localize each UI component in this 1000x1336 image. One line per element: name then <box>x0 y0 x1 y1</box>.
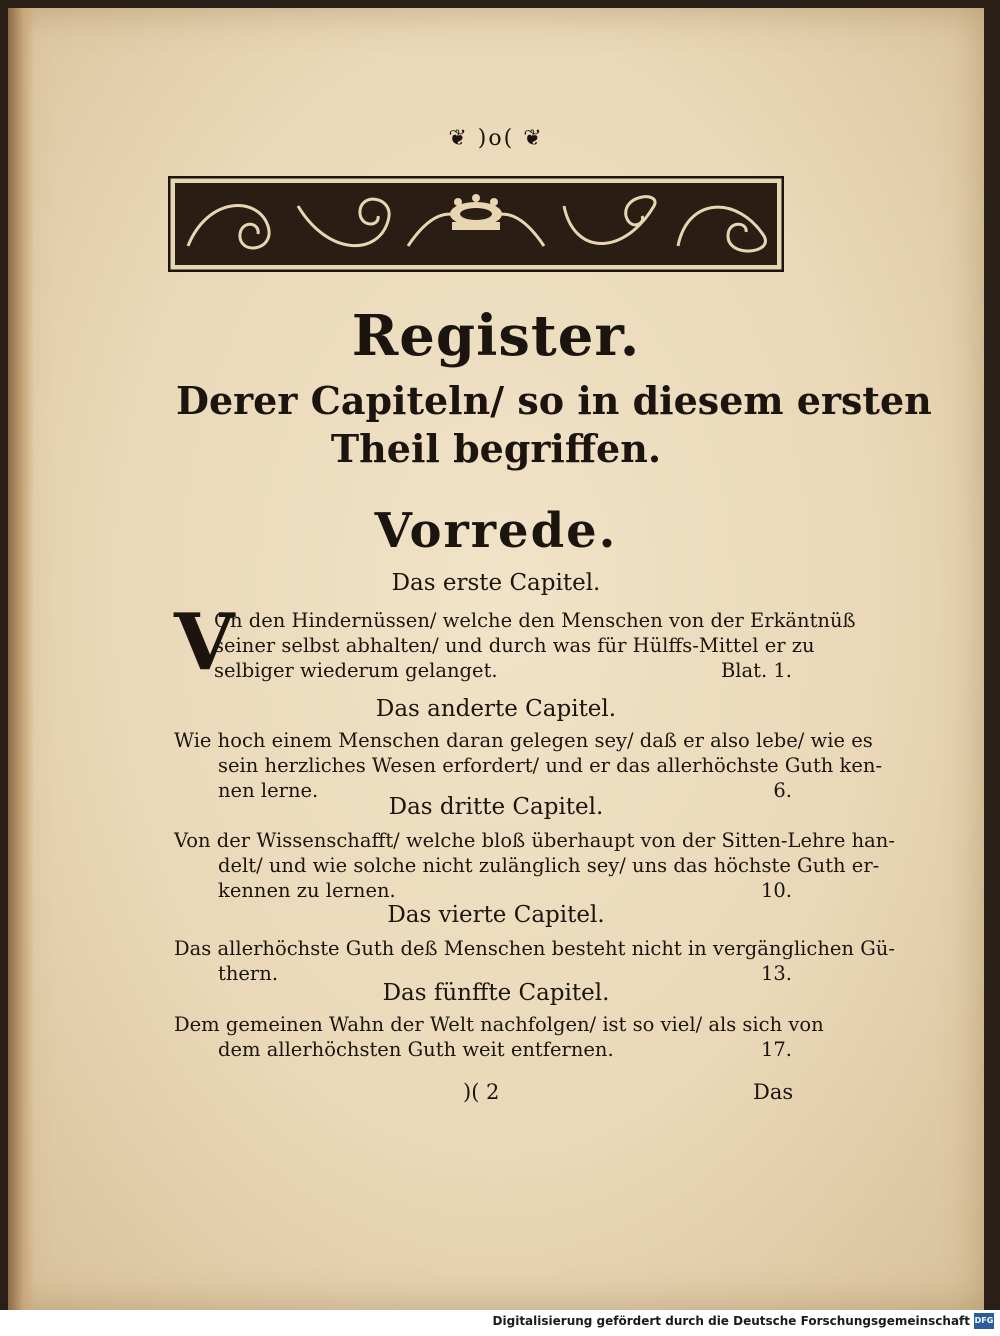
entry-line-text: nen lerne. <box>218 779 319 802</box>
chapter-heading: Das anderte Capitel. <box>375 696 617 722</box>
entry-line <box>214 658 792 683</box>
funding-credit: Digitalisierung gefördert durch die Deutsche Forschungsgemeinschaft <box>492 1314 970 1328</box>
entry-line <box>174 1037 792 1062</box>
chapter-heading: Das vierte Capitel. <box>387 902 605 928</box>
subtitle-line-2: Theil begriffen. <box>330 426 662 471</box>
preface-heading: Vorrede. <box>374 503 618 559</box>
ornamental-headpiece <box>168 176 784 272</box>
entry-line: On den Hindernüssen/ welche den Menschen von der Erkäntnüß <box>214 609 856 632</box>
entry-line: Wie hoch einem Menschen daran gelegen sey/ daß er also lebe/ wie es <box>174 729 873 752</box>
page-edge <box>8 8 34 1310</box>
page-reference: 17. <box>760 1038 792 1061</box>
chapter-heading: Das erste Capitel. <box>391 570 601 596</box>
page-reference: 13. <box>760 962 792 985</box>
subtitle-line-1: Derer Capiteln/ so in diesem ersten <box>176 378 932 423</box>
entry-line: seiner selbst abhalten/ und durch was für Hülffs-Mittel er zu <box>214 634 815 657</box>
dfg-logo: DFG <box>974 1313 994 1329</box>
chapter-entry <box>174 1012 824 1062</box>
entry-line: sein herzliches Wesen erfordert/ und er das allerhöchste Guth ken- <box>218 754 883 777</box>
drop-capital: V <box>174 597 235 688</box>
chapter-entry <box>174 936 895 986</box>
entry-line <box>174 878 792 903</box>
page-title: Register. <box>351 303 641 369</box>
entry-line: Das allerhöchste Guth deß Menschen besteht nicht in vergänglichen Gü- <box>174 937 895 960</box>
chapter-entry <box>174 728 883 803</box>
chapter-heading: Das dritte Capitel. <box>388 794 604 820</box>
catchword: Das <box>753 1080 794 1104</box>
entry-line: delt/ und wie solche nicht zulänglich sey/ uns das höchste Guth er- <box>218 854 880 877</box>
chapter-entry <box>214 608 856 683</box>
entry-line: Von der Wissenschafft/ welche bloß überhaupt von der Sitten-Lehre han- <box>174 829 895 852</box>
chapter-heading: Das fünffte Capitel. <box>382 980 610 1006</box>
running-head-ornament: ❦ )o( ❦ <box>448 126 544 151</box>
page-reference: Blat. 1. <box>720 659 792 682</box>
entry-line-text: dem allerhöchsten Guth weit entfernen. <box>218 1038 614 1061</box>
entry-line-text: thern. <box>218 962 279 985</box>
page-reference: 10. <box>760 879 792 902</box>
chapter-entry <box>174 828 895 903</box>
entry-line: Dem gemeinen Wahn der Welt nachfolgen/ ist so viel/ als sich von <box>174 1013 824 1036</box>
page-reference: 6. <box>773 779 792 802</box>
signature-mark: )( 2 <box>463 1080 500 1104</box>
entry-line-text: kennen zu lernen. <box>218 879 396 902</box>
entry-line-text: selbiger wiederum gelanget. <box>214 659 498 682</box>
book-page <box>8 8 984 1310</box>
